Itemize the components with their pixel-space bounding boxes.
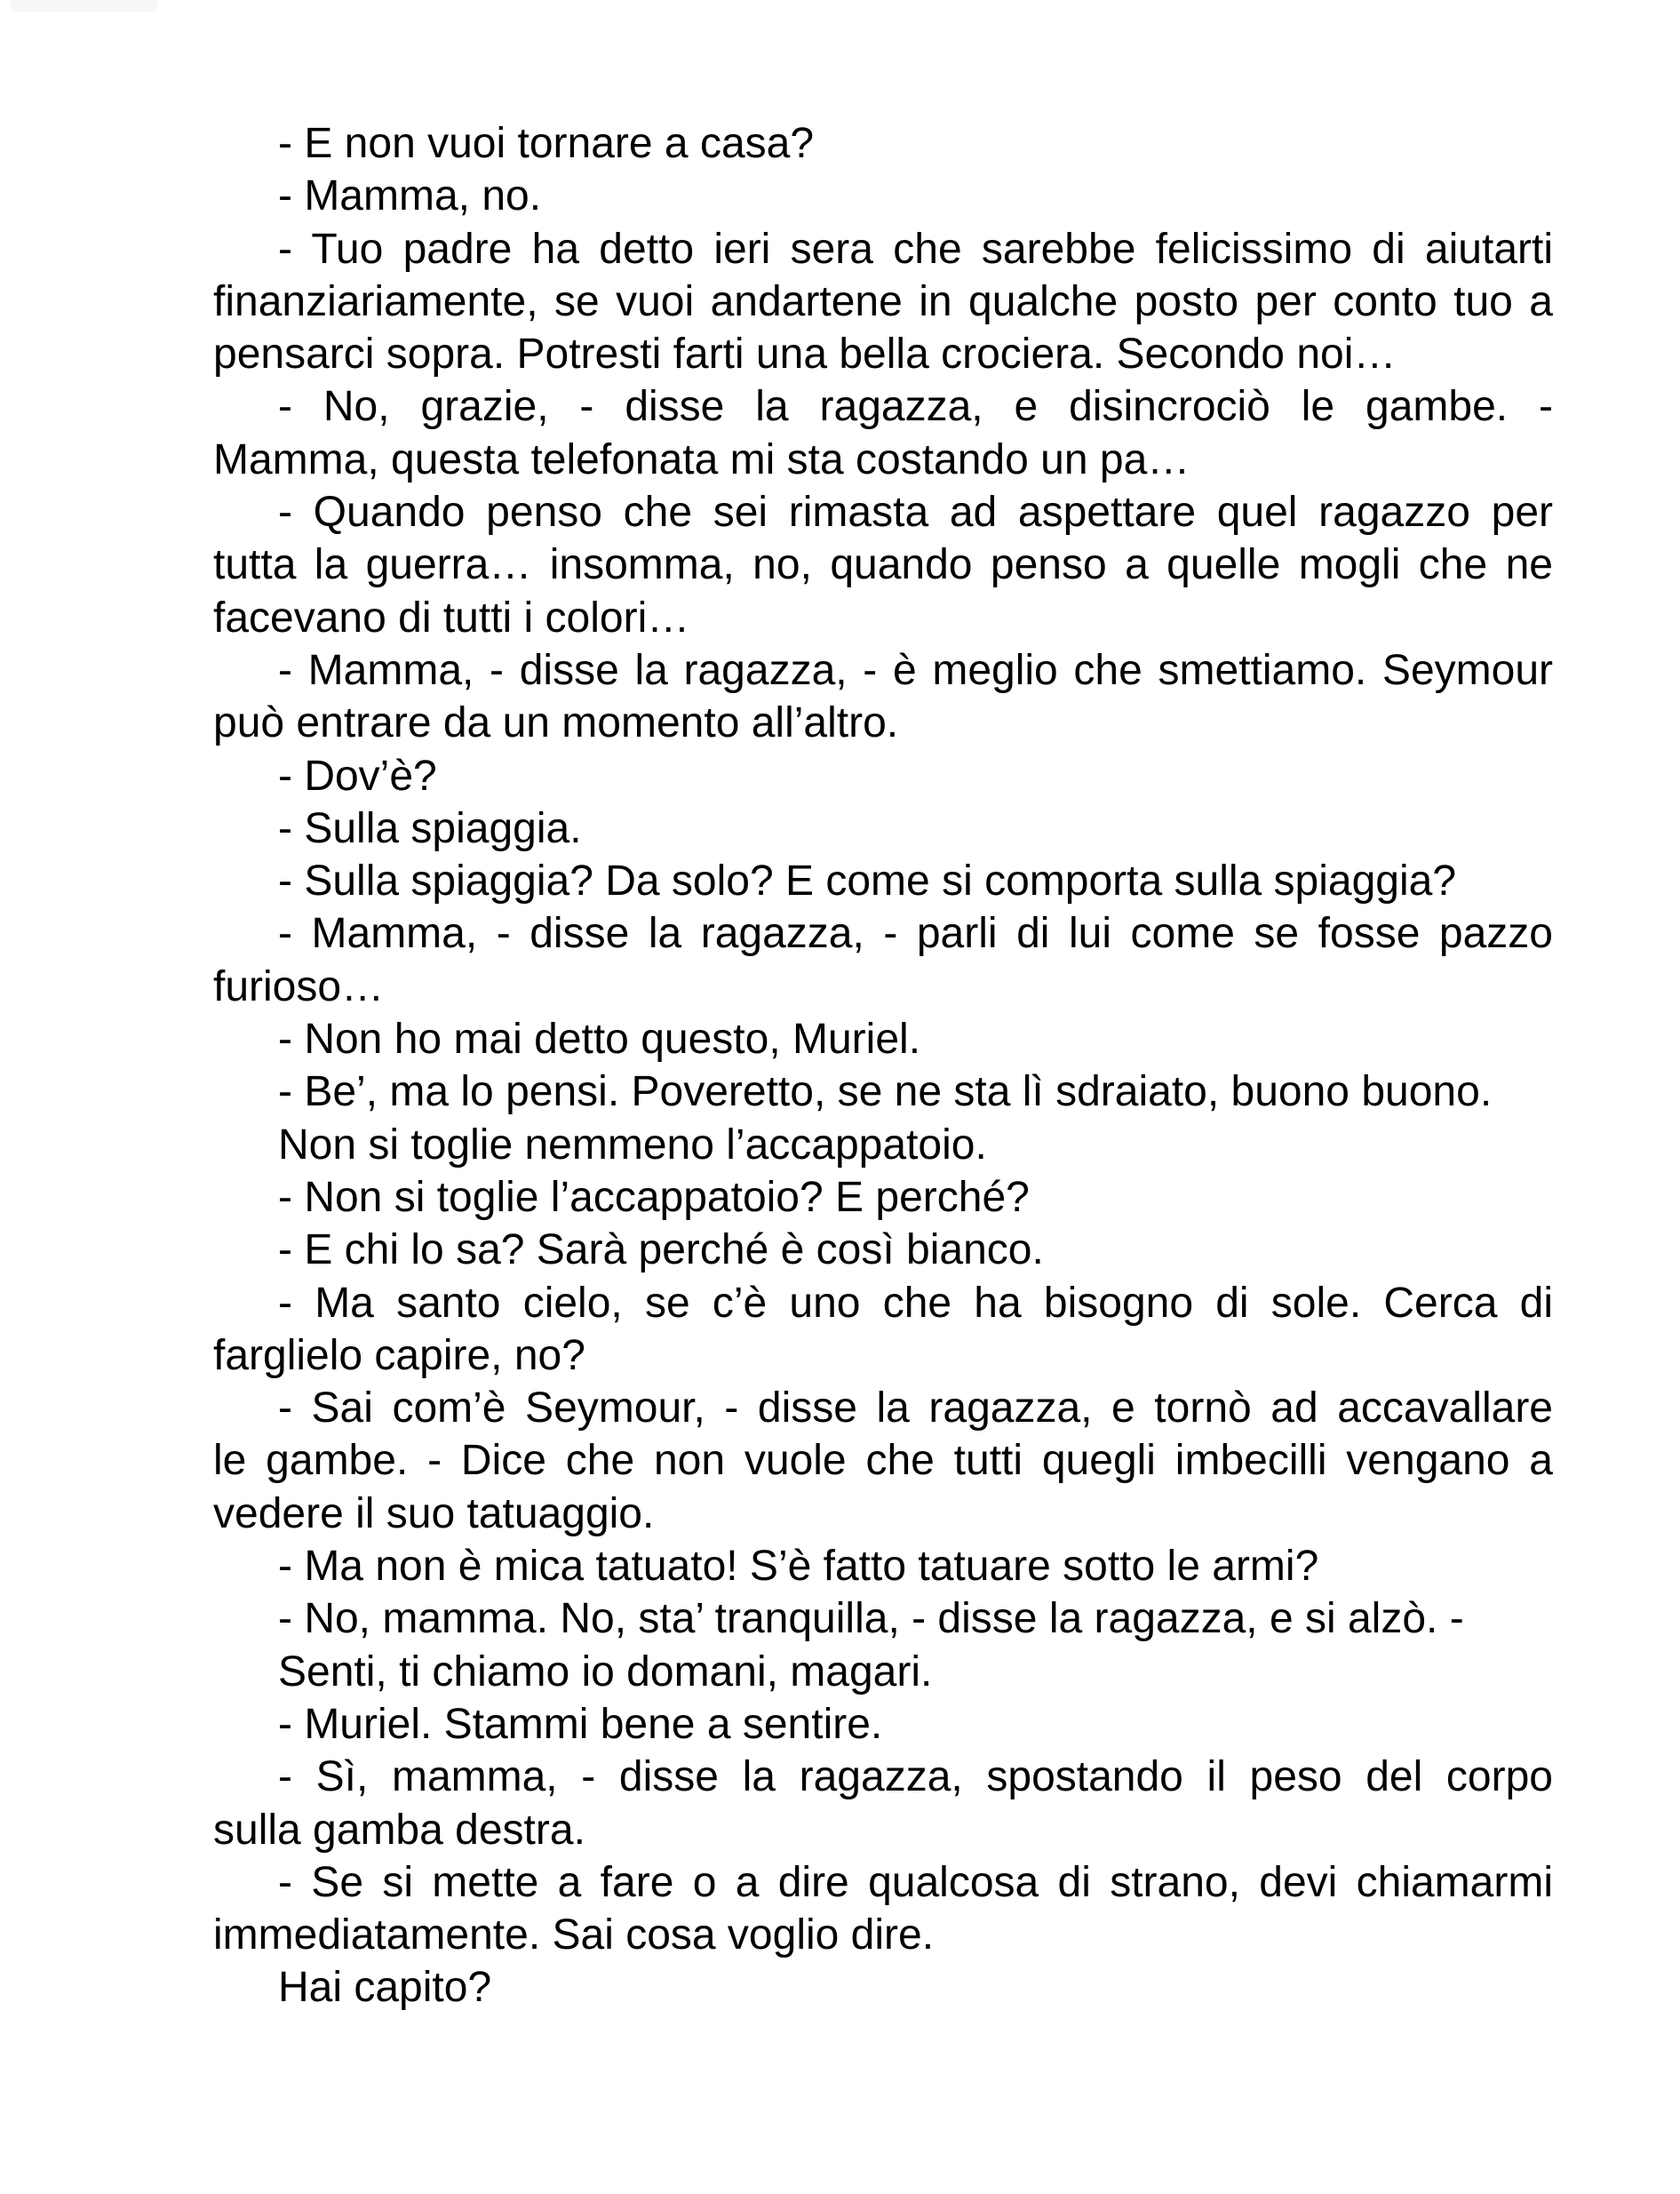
text-line: - Mamma, - disse la ragazza, - parli di lui come se fosse pazzo — [278, 910, 1553, 958]
text-line: - Ma non è mica tatuato! S’è fatto tatuare sotto le armi? — [278, 1543, 1319, 1591]
text-line: immediatamente. Sai cosa voglio dire. — [213, 1911, 935, 1959]
text-line: - Be’, ma lo pensi. Poveretto, se ne sta lì sdraiato, buono buono. — [278, 1068, 1493, 1116]
text-line: - Non si toglie l’accappatoio? E perché? — [278, 1173, 1030, 1221]
text-line: Mamma, questa telefonata mi sta costando un pa… — [213, 435, 1190, 483]
text-line: - Quando penso che sei rimasta ad aspettare quel ragazzo per — [278, 489, 1553, 537]
document-body — [213, 117, 1553, 2014]
text-line: furioso… — [213, 962, 385, 1010]
text-line: - Mamma, - disse la ragazza, - è meglio che smettiamo. Seymour — [278, 646, 1553, 694]
text-line: - E chi lo sa? Sarà perché è così bianco. — [278, 1226, 1044, 1274]
text-line: - Mamma, no. — [278, 172, 542, 220]
text-line: - Sulla spiaggia. — [278, 804, 582, 852]
text-line: - Sai com’è Seymour, - disse la ragazza, e tornò ad accavallare — [278, 1384, 1553, 1432]
text-line: finanziariamente, se vuoi andartene in qualche posto per conto tuo a — [213, 277, 1553, 325]
text-line: - Non ho mai detto questo, Muriel. — [278, 1016, 921, 1064]
text-line: Senti, ti chiamo io domani, magari. — [278, 1647, 933, 1695]
text-line: Hai capito? — [278, 1964, 492, 2012]
text-line: - Sulla spiaggia? Da solo? E come si comporta sulla spiaggia? — [278, 858, 1457, 906]
text-line: farglielo capire, no? — [213, 1331, 585, 1379]
text-line: Non si toglie nemmeno l’accappatoio. — [278, 1121, 987, 1169]
text-line: - Tuo padre ha detto ieri sera che sarebbe felicissimo di aiutarti — [278, 225, 1553, 273]
text-line: - No, mamma. No, sta’ tranquilla, - disse la ragazza, e si alzò. - — [278, 1595, 1464, 1643]
text-line: le gambe. - Dice che non vuole che tutti quegli imbecilli vengano a — [213, 1437, 1553, 1485]
text-line: - Dov’è? — [278, 752, 437, 800]
text-line: - Muriel. Stammi bene a sentire. — [278, 1700, 883, 1748]
text-line: facevano di tutti i colori… — [213, 594, 690, 642]
text-line: - Sì, mamma, - disse la ragazza, spostando il peso del corpo — [278, 1753, 1553, 1801]
text-line: può entrare da un momento all’altro. — [213, 699, 899, 747]
top-tab-handle — [11, 0, 158, 12]
text-line: tutta la guerra… insomma, no, quando penso a quelle mogli che ne — [213, 541, 1553, 589]
text-line: - No, grazie, - disse la ragazza, e disincrociò le gambe. - — [278, 383, 1553, 431]
text-line: - Ma santo cielo, se c’è uno che ha bisogno di sole. Cerca di — [278, 1279, 1553, 1327]
text-line: sulla gamba destra. — [213, 1806, 585, 1854]
text-line: pensarci sopra. Potresti farti una bella crociera. Secondo noi… — [213, 331, 1397, 379]
text-line: - Se si mette a fare o a dire qualcosa di strano, devi chiamarmi — [278, 1858, 1553, 1906]
text-line: vedere il suo tatuaggio. — [213, 1489, 655, 1537]
text-line: - E non vuoi tornare a casa? — [278, 120, 815, 167]
